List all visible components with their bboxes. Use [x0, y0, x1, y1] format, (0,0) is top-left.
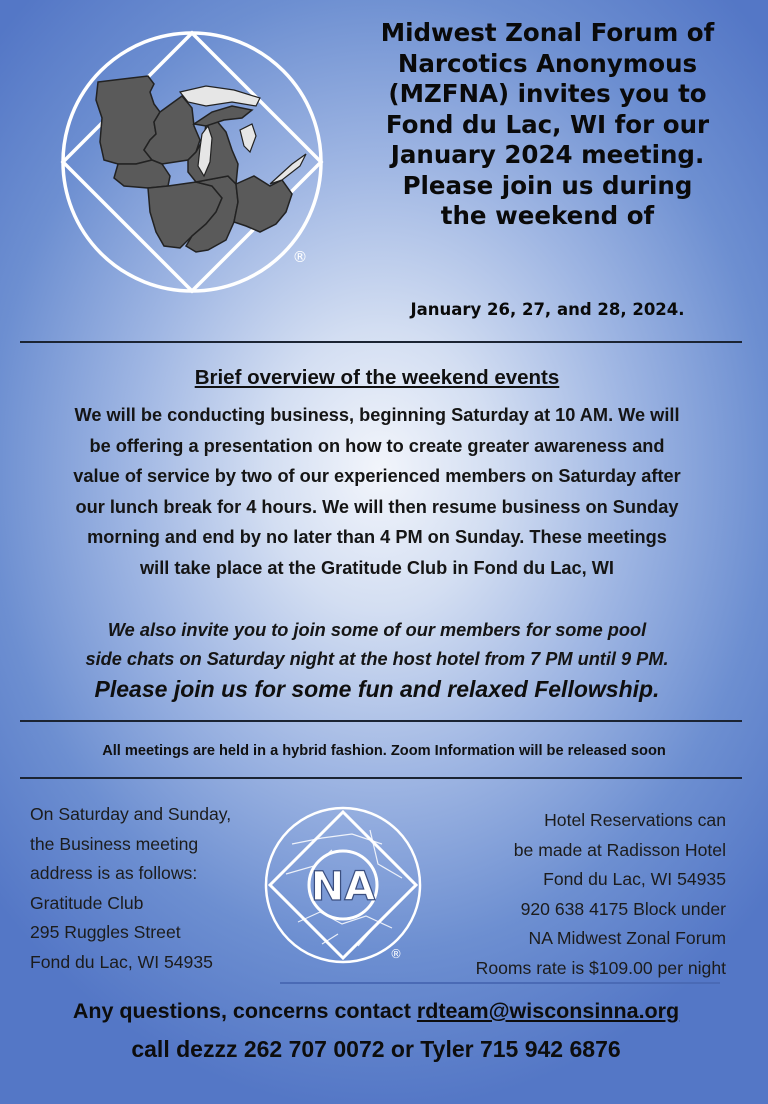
address-line: Fond du Lac, WI 54935	[30, 951, 213, 972]
title-line: January 2024 meeting.	[390, 140, 705, 169]
title-line: Fond du Lac, WI for our	[385, 109, 710, 139]
pool-side-invite	[0, 616, 754, 674]
flyer-title	[345, 18, 750, 232]
title-line: the weekend of	[440, 201, 655, 230]
title-line: (MZFNA) invites you to	[388, 79, 707, 108]
contact-prefix: Any questions, concerns contact	[72, 999, 417, 1023]
divider	[20, 777, 742, 779]
mzfna-logo	[56, 26, 328, 298]
hotel-line: Fond du Lac, WI 54935	[543, 869, 726, 889]
hotel-line: be made at Radisson Hotel	[513, 839, 726, 860]
address-line: On Saturday and Sunday,	[30, 804, 232, 824]
hybrid-note: All meetings are held in a hybrid fashion. Zoom Information will be released soon	[102, 743, 666, 759]
hotel-line: 920 638 4175 Block under	[520, 898, 726, 919]
divider	[20, 720, 742, 722]
divider	[280, 982, 720, 984]
overview-line: our lunch break for 4 hours. We will then resume business on Sunday	[75, 496, 679, 517]
overview-line: be offering a presentation on how to create greater awareness and	[89, 435, 665, 456]
hotel-info	[410, 806, 726, 983]
overview-heading: Brief overview of the weekend events	[194, 366, 560, 389]
hotel-line: Rooms rate is $109.00 per night	[475, 957, 726, 978]
address-line: the Business meeting	[30, 833, 199, 854]
business-address	[30, 800, 300, 977]
overview-line: We will be conducting business, beginning Saturday at 10 AM. We will	[74, 405, 680, 425]
hotel-line: Hotel Reservations can	[544, 810, 726, 830]
title-line: Narcotics Anonymous	[397, 48, 698, 78]
registered-mark: ®	[390, 947, 402, 961]
fellowship-line: Please join us for some fun and relaxed Fellowship.	[94, 676, 660, 702]
contact-line	[0, 999, 752, 1024]
title-line: Please join us during	[402, 170, 693, 200]
event-dates: January 26, 27, and 28, 2024.	[410, 300, 685, 319]
overview-line: value of service by two of our experienced members on Saturday after	[73, 466, 681, 486]
title-line: Midwest Zonal Forum of	[380, 18, 715, 47]
invite-line: We also invite you to join some of our members for some pool	[107, 620, 647, 640]
na-logo	[262, 804, 424, 966]
contact-email-link[interactable]: rdteam@wisconsinna.org	[416, 999, 680, 1023]
phone-line: call dezzz 262 707 0072 or Tyler 715 942 6876	[131, 1036, 621, 1062]
address-line: 295 Ruggles Street	[30, 922, 181, 942]
address-line: address is as follows:	[30, 863, 198, 883]
overview-body	[0, 400, 754, 583]
divider	[20, 341, 742, 343]
overview-line: morning and end by no later than 4 PM on Sunday. These meetings	[87, 527, 667, 547]
na-letters: NA	[310, 864, 376, 910]
address-line: Gratitude Club	[30, 892, 144, 913]
hotel-line: NA Midwest Zonal Forum	[528, 928, 726, 948]
invite-line: side chats on Saturday night at the host hotel from 7 PM until 9 PM.	[85, 649, 669, 669]
overview-line: will take place at the Gratitude Club in Fond du Lac, WI	[140, 557, 614, 578]
registered-mark: ®	[292, 248, 308, 266]
